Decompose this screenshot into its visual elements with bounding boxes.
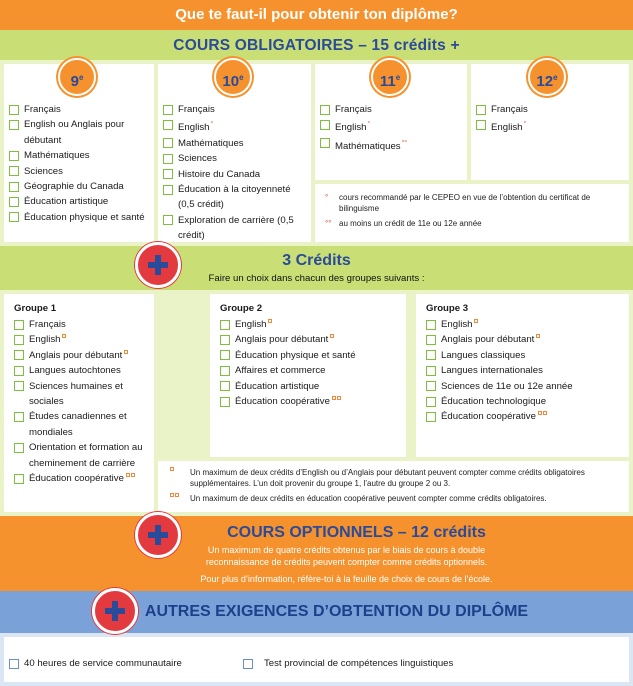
checkbox[interactable] bbox=[163, 138, 173, 148]
course-label: English° bbox=[335, 121, 371, 134]
note-text: Un maximum de deux crédits d’English ou d’Anglais pour débutant peuvent compter comme crédits obligatoires supplémentaires. L’un doit provenir du groupe 1, l’autre du groupe 2 ou 3. bbox=[190, 468, 585, 488]
course-label: Éducation coopérative bbox=[29, 471, 135, 486]
group-title: Groupe 1 bbox=[14, 303, 57, 314]
course-item[interactable] bbox=[426, 317, 629, 332]
course-item[interactable] bbox=[476, 102, 626, 117]
checkbox[interactable] bbox=[426, 381, 436, 391]
course-label: English ou Anglais pour débutant bbox=[24, 119, 125, 146]
course-label: Anglais pour débutant bbox=[235, 332, 334, 347]
checkbox[interactable] bbox=[243, 659, 253, 669]
checkbox[interactable] bbox=[14, 474, 24, 484]
legend-row-min-credit bbox=[325, 218, 623, 229]
course-item[interactable] bbox=[426, 379, 629, 394]
grade-9-course-list bbox=[9, 102, 155, 225]
optional-desc-line: reconnaissance de crédits peuvent compter comme crédits optionnels. bbox=[205, 556, 488, 567]
compulsory-courses-heading: COURS OBLIGATOIRES – 15 crédits + bbox=[0, 30, 633, 60]
checkbox[interactable] bbox=[9, 212, 19, 222]
course-label: Exploration de carrière (0,5 crédit) bbox=[178, 214, 294, 242]
checkbox[interactable] bbox=[426, 366, 436, 376]
course-label: Mathématiques°° bbox=[335, 139, 408, 152]
course-label: English bbox=[29, 332, 66, 347]
checkbox[interactable] bbox=[426, 412, 436, 422]
note-coop-limit bbox=[168, 493, 621, 504]
checkbox[interactable] bbox=[320, 120, 330, 130]
square-note-icon bbox=[170, 467, 174, 471]
plus-icon bbox=[92, 588, 138, 634]
legend-box bbox=[315, 184, 629, 242]
legend-symbol: ° bbox=[325, 193, 329, 202]
course-label: Éducation technologique bbox=[441, 396, 547, 408]
course-item[interactable] bbox=[14, 471, 154, 486]
course-label: Éducation physique et santé bbox=[235, 349, 356, 361]
grade-badge-12: 12e bbox=[528, 58, 566, 96]
group-title: Groupe 3 bbox=[426, 303, 469, 314]
checkbox[interactable] bbox=[476, 105, 486, 115]
plus-icon bbox=[135, 242, 181, 288]
course-item[interactable] bbox=[163, 213, 298, 244]
course-label: Sciences de 11e ou 12e année bbox=[441, 380, 573, 392]
course-item[interactable] bbox=[320, 102, 466, 117]
group-title: Groupe 2 bbox=[220, 303, 263, 314]
checkbox[interactable] bbox=[14, 443, 24, 453]
course-item[interactable] bbox=[163, 167, 298, 182]
course-label: Géographie du Canada bbox=[24, 181, 124, 193]
square-note-icon bbox=[266, 319, 272, 330]
course-item[interactable] bbox=[163, 182, 298, 213]
checkbox[interactable] bbox=[220, 366, 230, 376]
course-item[interactable] bbox=[163, 151, 298, 166]
checkbox[interactable] bbox=[163, 120, 173, 130]
checkbox[interactable] bbox=[9, 120, 19, 130]
credits-subtitle: Faire un choix dans chacun des groupes suivants : bbox=[208, 273, 425, 284]
checkbox[interactable] bbox=[9, 197, 19, 207]
course-item[interactable] bbox=[476, 117, 626, 135]
course-label: Mathématiques bbox=[178, 137, 244, 149]
course-item[interactable] bbox=[320, 117, 466, 135]
course-item[interactable] bbox=[426, 409, 629, 424]
square-note-icon bbox=[170, 493, 174, 497]
plus-icon bbox=[135, 512, 181, 558]
course-item[interactable] bbox=[220, 317, 406, 332]
course-item[interactable] bbox=[14, 409, 154, 440]
checkbox[interactable] bbox=[426, 335, 436, 345]
square-note-icon bbox=[328, 334, 334, 345]
course-label: Français bbox=[491, 104, 528, 115]
course-label: Sciences bbox=[178, 153, 217, 165]
course-item[interactable] bbox=[163, 117, 298, 135]
course-label: Langues autochtones bbox=[29, 365, 121, 377]
course-item[interactable] bbox=[220, 332, 406, 347]
course-item[interactable] bbox=[14, 348, 154, 363]
credits-title: 3 Crédits bbox=[282, 252, 351, 269]
course-item[interactable] bbox=[9, 102, 155, 117]
course-item[interactable] bbox=[426, 363, 629, 378]
group-1-course-list bbox=[14, 317, 154, 486]
legend-text: cours recommandé par le CEPEO en vue de l’obtention du certificat de bilinguisme bbox=[339, 193, 591, 213]
recommendation-mark: ° bbox=[210, 121, 214, 129]
credits-band bbox=[0, 246, 633, 290]
course-label: Affaires et commerce bbox=[235, 365, 326, 377]
square-note-icon bbox=[536, 411, 547, 422]
course-label: Français bbox=[24, 104, 61, 115]
square-note-icon bbox=[175, 493, 179, 497]
course-label: Français bbox=[335, 104, 372, 115]
legend-symbol: °° bbox=[325, 219, 332, 228]
checkbox[interactable] bbox=[163, 105, 173, 115]
grade-10-course-list bbox=[163, 102, 298, 244]
legend-row-recommended bbox=[325, 192, 623, 214]
course-item[interactable] bbox=[9, 210, 155, 225]
group-3-course-list bbox=[426, 317, 629, 425]
course-label: Anglais pour débutant bbox=[441, 332, 540, 347]
square-note-icon bbox=[534, 334, 540, 345]
optional-title: COURS OPTIONNELS – 12 crédits bbox=[227, 524, 486, 541]
square-note-icon bbox=[330, 396, 341, 407]
course-label: Études canadiennes et mondiales bbox=[29, 411, 127, 438]
checkbox[interactable] bbox=[220, 397, 230, 407]
checkbox[interactable] bbox=[14, 381, 24, 391]
note-text: Un maximum de deux crédits en éducation coopérative peuvent compter comme crédits obligatoires. bbox=[190, 494, 547, 503]
square-note-icon bbox=[124, 473, 135, 484]
community-service-item[interactable] bbox=[9, 658, 182, 669]
group-column-3 bbox=[416, 294, 629, 457]
other-title: AUTRES EXIGENCES D’OBTENTION DU DIPLÔME bbox=[144, 603, 529, 620]
course-label: Orientation et formation au cheminement de carrière bbox=[29, 442, 143, 469]
course-item[interactable] bbox=[220, 348, 406, 363]
checkbox[interactable] bbox=[9, 659, 19, 669]
checkbox[interactable] bbox=[9, 166, 19, 176]
checkbox[interactable] bbox=[426, 397, 436, 407]
course-item[interactable] bbox=[320, 136, 466, 154]
requirement-label: 40 heures de service communautaire bbox=[24, 658, 182, 669]
course-label: Langues classiques bbox=[441, 349, 526, 361]
course-label: Français bbox=[29, 319, 66, 330]
checkbox[interactable] bbox=[9, 151, 19, 161]
course-item[interactable] bbox=[220, 363, 406, 378]
course-label: Éducation coopérative bbox=[441, 409, 547, 424]
course-item[interactable] bbox=[163, 136, 298, 151]
checkbox[interactable] bbox=[14, 335, 24, 345]
checkbox[interactable] bbox=[220, 335, 230, 345]
square-note-icon bbox=[60, 334, 66, 345]
checkbox[interactable] bbox=[320, 105, 330, 115]
recommendation-mark: ° bbox=[367, 121, 371, 129]
legend-text: au moins un crédit de 11e ou 12e année bbox=[339, 219, 482, 228]
checkbox[interactable] bbox=[163, 185, 173, 195]
optional-courses-band bbox=[0, 516, 633, 591]
checkbox[interactable] bbox=[14, 412, 24, 422]
course-label: Éducation physique et santé bbox=[24, 211, 145, 223]
course-label: English bbox=[441, 317, 478, 332]
group-2-course-list bbox=[220, 317, 406, 409]
course-item[interactable] bbox=[9, 194, 155, 209]
course-label: Sciences humaines et sociales bbox=[29, 380, 123, 408]
course-item[interactable] bbox=[14, 317, 154, 332]
grade-11-course-list bbox=[320, 102, 466, 154]
course-label: Éducation artistique bbox=[24, 196, 109, 208]
checkbox[interactable] bbox=[220, 350, 230, 360]
checkbox[interactable] bbox=[426, 350, 436, 360]
checkbox[interactable] bbox=[320, 138, 330, 148]
course-item[interactable] bbox=[14, 440, 154, 471]
course-item[interactable] bbox=[9, 117, 155, 148]
course-item[interactable] bbox=[14, 363, 154, 378]
course-label: Éducation coopérative bbox=[235, 394, 341, 409]
checkbox[interactable] bbox=[220, 320, 230, 330]
course-label: Anglais pour débutant bbox=[29, 348, 128, 363]
optional-description bbox=[0, 545, 633, 568]
course-label: Éducation à la citoyenneté (0,5 crédit) bbox=[178, 184, 291, 211]
checkbox[interactable] bbox=[9, 105, 19, 115]
note-english-limit bbox=[168, 467, 621, 489]
course-item[interactable] bbox=[426, 394, 629, 409]
square-note-icon bbox=[122, 350, 128, 361]
course-label: Mathématiques bbox=[24, 150, 90, 162]
checkbox[interactable] bbox=[163, 215, 173, 225]
course-item[interactable] bbox=[9, 148, 155, 163]
course-label: Éducation artistique bbox=[235, 380, 320, 392]
optional-info: Pour plus d’information, réfère-toi à la feuille de choix de cours de l’école. bbox=[200, 574, 493, 584]
group-column-2 bbox=[210, 294, 406, 457]
checkbox[interactable] bbox=[9, 182, 19, 192]
checkbox[interactable] bbox=[14, 350, 24, 360]
course-label: Langues internationales bbox=[441, 365, 543, 377]
page-title: Que te faut-il pour obtenir ton diplôme? bbox=[0, 0, 633, 30]
grade-12-course-list bbox=[476, 102, 626, 136]
course-item[interactable] bbox=[220, 379, 406, 394]
grade-badge-11: 11e bbox=[371, 58, 409, 96]
recommendation-mark: °° bbox=[401, 139, 408, 147]
course-item[interactable] bbox=[14, 332, 154, 347]
checkbox[interactable] bbox=[163, 169, 173, 179]
checkbox[interactable] bbox=[14, 366, 24, 376]
group-notes-box bbox=[158, 461, 629, 512]
grade-badge-10: 10e bbox=[214, 58, 252, 96]
course-item[interactable] bbox=[426, 348, 629, 363]
course-item[interactable] bbox=[220, 394, 406, 409]
course-label: English° bbox=[491, 121, 527, 134]
course-item[interactable] bbox=[163, 102, 298, 117]
course-label: English° bbox=[178, 121, 214, 134]
course-label: English bbox=[235, 317, 272, 332]
checkbox[interactable] bbox=[476, 120, 486, 130]
checkbox[interactable] bbox=[426, 320, 436, 330]
course-label: Histoire du Canada bbox=[178, 168, 261, 180]
requirement-label: Test provincial de compétences linguistiques bbox=[264, 658, 454, 669]
course-label: Français bbox=[178, 104, 215, 115]
course-label: Sciences bbox=[24, 165, 63, 177]
group-column-1 bbox=[4, 294, 154, 512]
course-item[interactable] bbox=[9, 179, 155, 194]
grade-badge-9: 9e bbox=[58, 58, 96, 96]
course-item[interactable] bbox=[426, 332, 629, 347]
language-test-item[interactable] bbox=[243, 658, 453, 669]
checkbox[interactable] bbox=[163, 154, 173, 164]
optional-desc-line: Un maximum de quatre crédits obtenus par le biais de cours à double bbox=[207, 545, 486, 555]
recommendation-mark: ° bbox=[523, 121, 527, 129]
course-item[interactable] bbox=[14, 379, 154, 410]
course-item[interactable] bbox=[9, 164, 155, 179]
checkbox[interactable] bbox=[220, 381, 230, 391]
square-note-icon bbox=[472, 319, 478, 330]
checkbox[interactable] bbox=[14, 320, 24, 330]
